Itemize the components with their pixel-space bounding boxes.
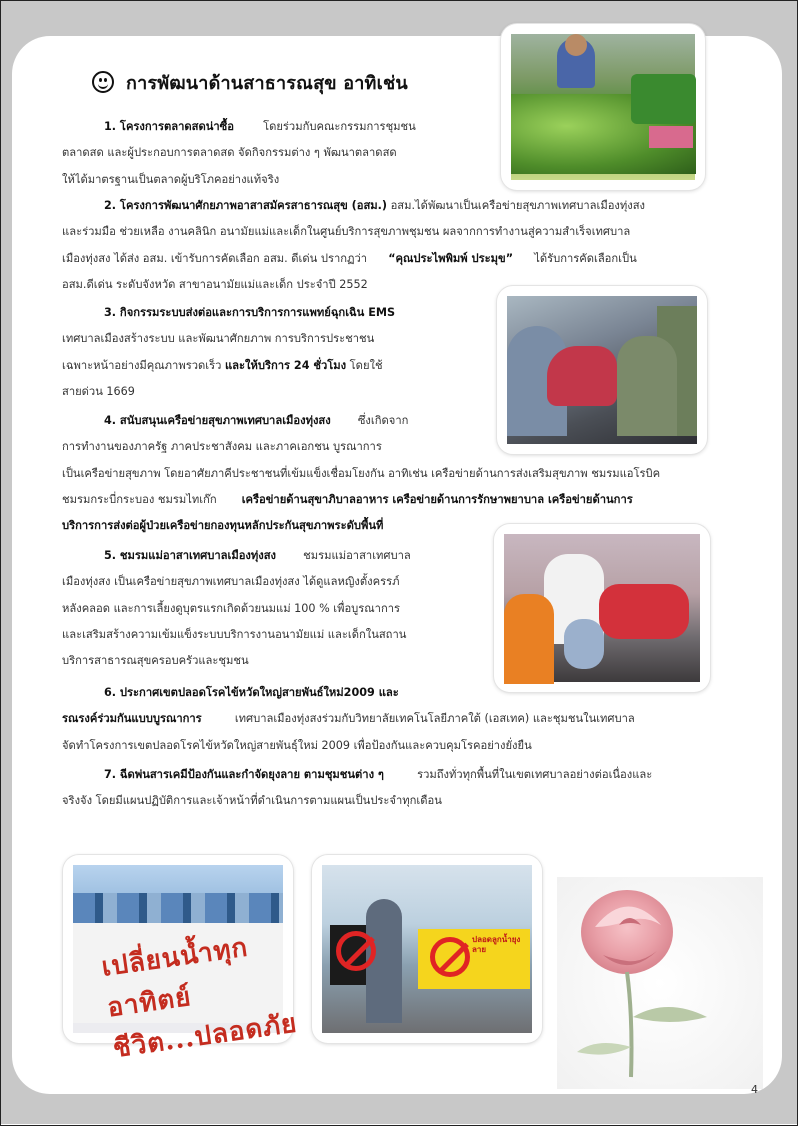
p4-line5: บริการการส่งต่อผู้ป่วยเครือข่ายกองทุนหลักประกันสุขภาพระดับพื้นที่ xyxy=(62,519,384,533)
p3-line2b: และให้บริการ 24 ชั่วโมง xyxy=(224,358,347,372)
p1-line2: ตลาดสด และผู้ประกอบการตลาดสด จัดกิจกรรมต่าง ๆ พัฒนาตลาดสด xyxy=(62,146,397,160)
p2-line1: อสม.ได้พัฒนาเป็นเครือข่ายสุขภาพเทศบาลเมืองทุ่งสง xyxy=(390,199,646,212)
p5-line3: หลังคลอด และการเลี้ยงดูบุตรแรกเกิดด้วยนมแม่ 100 % เพื่อบูรณาการ xyxy=(62,601,401,615)
p2-heading: 2. โครงการพัฒนาศักยภาพอาสาสมัครสาธารณสุข (อสม.) xyxy=(104,199,388,212)
p6-line2: จัดทำโครงการเขตปลอดโรคไข้หวัดใหญ่สายพันธุ์ใหม่ 2009 เพื่อป้องกันและควบคุมโรคอย่างยั่งยืน xyxy=(62,738,532,752)
section-title xyxy=(92,64,408,100)
paragraph-5 xyxy=(62,543,452,674)
p3-line3: สายด่วน 1669 xyxy=(62,384,135,398)
p4-line4a: ชมรมกระบี่กระบอง ชมรมไทเก๊ก xyxy=(62,492,217,506)
p5-line2: เมืองทุ่งสง เป็นเครือข่ายสุขภาพเทศบาลเมืองทุ่งสง ได้ดูแลหญิงตั้งครรภ์ xyxy=(62,575,400,589)
p1-heading: 1. โครงการตลาดสดน่าซื้อ xyxy=(104,120,234,133)
p3-heading: 3. กิจกรรมระบบส่งต่อและการบริการการแพทย์ฉุกเฉิน EMS xyxy=(104,306,396,319)
p7-line2: จริงจัง โดยมีแผนปฏิบัติการและเจ้าหน้าที่ดำเนินการตามแผนเป็นประจำทุกเดือน xyxy=(62,794,442,808)
p4-line2: การทำงานของภาครัฐ ภาคประชาสังคม และภาคเอกชน บูรณาการ xyxy=(62,440,382,454)
p7-line1: รวมถึงทั่วทุกพื้นที่ในเขตเทศบาลอย่างต่อเนื่องและ xyxy=(417,768,653,781)
photo-campaign-banner xyxy=(63,855,300,1065)
no-mosquito-icon xyxy=(430,937,470,977)
p2-line4: อสม.ดีเด่น ระดับจังหวัด สาขาอนามัยแม่และเด็ก ประจำปี 2552 xyxy=(62,277,368,291)
photo-mosquito-campaign xyxy=(312,855,542,1043)
p1-line3: ให้ได้มาตรฐานเป็นตลาดผู้บริโภคอย่างแท้จริง xyxy=(62,172,280,186)
p2-line3c: ได้รับการคัดเลือกเป็น xyxy=(534,251,637,265)
p5-line5: บริการสาธารณสุขครอบครัวและชุมชน xyxy=(62,654,249,668)
p2-award-name: “คุณประไพพิมพ์ ประมุข” xyxy=(388,251,514,265)
p1-line1: โดยร่วมกับคณะกรรมการชุมชน xyxy=(263,120,416,133)
page-number: 4 xyxy=(751,1083,758,1096)
p2-line2: และร่วมมือ ช่วยเหลือ งานคลินิก อนามัยแม่และเด็กในศูนย์บริการสุขภาพชุมชน ผลจากการทำงานสู่ความสำเร็จเทศบาล xyxy=(62,225,631,239)
no-mosquito-icon xyxy=(336,931,376,971)
smiley-icon xyxy=(92,71,114,93)
p7-heading: 7. ฉีดพ่นสารเคมีป้องกันและกำจัดยุงลาย ตามชุมชนต่าง ๆ xyxy=(104,768,384,781)
p6-heading2: รณรงค์ร่วมกันแบบบูรณาการ xyxy=(62,712,202,726)
p3-line2a: เฉพาะหน้าอย่างมีคุณภาพรวดเร็ว xyxy=(62,358,222,372)
paragraph-1 xyxy=(62,114,450,193)
p2-line3a: เมืองทุ่งสง ได้ส่ง อสม. เข้ารับการคัดเลือก อสม. ดีเด่น ปรากฏว่า xyxy=(62,251,368,265)
p3-line1: เทศบาลเมืองสร้างระบบ และพัฒนาศักยภาพ การบริการประชาชน xyxy=(62,332,375,346)
photo-ems xyxy=(497,286,707,454)
p5-line1: ชมรมแม่อาสาเทศบาล xyxy=(303,549,411,562)
p5-line4: และเสริมสร้างความเข้มแข็งระบบบริการงานอนามัยแม่ และเด็กในสถาน xyxy=(62,627,407,641)
p6-line1: เทศบาลเมืองทุ่งสงร่วมกับวิทยาลัยเทคโนโลยีภาคใต้ (เอสเทค) และชุมชนในเทศบาล xyxy=(234,712,635,726)
paragraph-7 xyxy=(62,762,738,815)
p4-line4b: เครือข่ายด้านสุขาภิบาลอาหาร เครือข่ายด้านการรักษาพยาบาล เครือข่ายด้านการ xyxy=(241,492,633,506)
paragraph-3 xyxy=(62,300,452,405)
photo-mothers-club xyxy=(494,524,710,692)
sign-text: ปลอดลูกน้ำยุงลาย xyxy=(472,935,521,954)
p4-heading: 4. สนับสนุนเครือข่ายสุขภาพเทศบาลเมืองทุ่งสง xyxy=(104,414,331,427)
banner-text: เปลี่ยนน้ำทุกอาทิตย์ ชีวิต...ปลอดภัย xyxy=(99,932,300,1065)
p3-line2c: โดยใช้ xyxy=(349,358,383,372)
p4-line3: เป็นเครือข่ายสุขภาพ โดยอาศัยภาคีประชาชนที่เข้มแข็งเชื่อมโยงกัน อาทิเช่น เครือข่ายด้านการส่งเสริมสุขภาพ ชมรมแอโรบิค xyxy=(62,466,661,480)
p5-heading: 5. ชมรมแม่อาสาเทศบาลเมืองทุ่งสง xyxy=(104,549,277,562)
rose-decoration xyxy=(557,877,763,1089)
photo-market xyxy=(501,24,705,190)
p6-heading1: 6. ประกาศเขตปลอดโรคไข้หวัดใหญ่สายพันธ์ใหม่2009 และ xyxy=(104,686,399,699)
p4-line1: ซึ่งเกิดจาก xyxy=(357,414,409,427)
paragraph-2 xyxy=(62,193,738,298)
page-title: การพัฒนาด้านสาธารณสุข อาทิเช่น xyxy=(126,72,408,94)
